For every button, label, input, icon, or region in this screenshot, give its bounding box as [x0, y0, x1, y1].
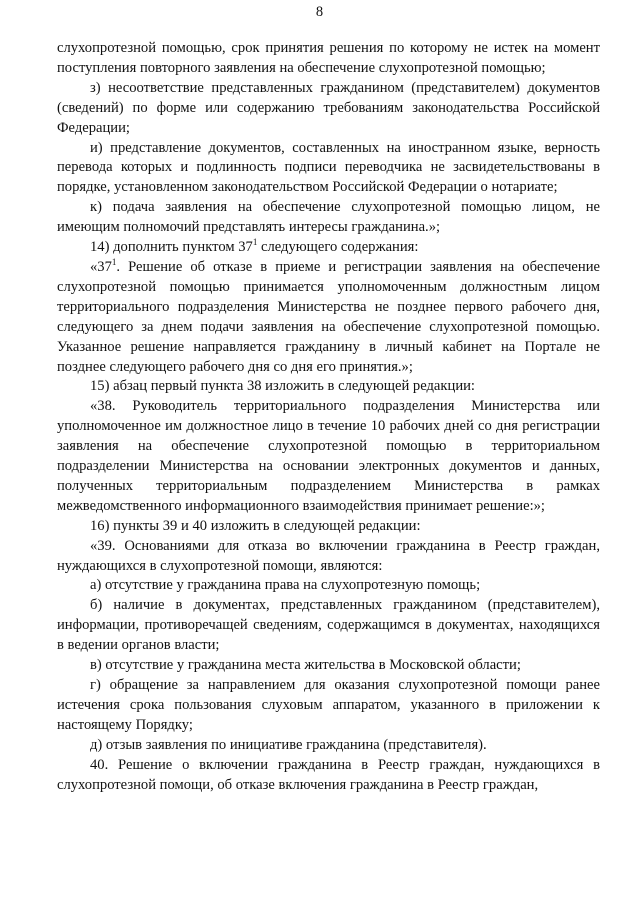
- paragraph-clause-38: «38. Руководитель территориального подразделения Министерства или уполномоченное им должностное лицо в течение 10 рабочих дней со дня регистрации заявления на обеспечение слухопротезной помощью в территориальном подразделении Министерства на основании электронных документов и данных, полученных территориальным подразделением Министерства в рамках межведомственного информационного взаимодействия принимает решение:»;: [57, 398, 600, 514]
- paragraph-item-z: з) несоответствие представленных гражданином (представителем) документов (сведений) по форме или содержанию требованиям законодательства Российской Федерации;: [57, 79, 600, 136]
- paragraph-item-k: к) подача заявления на обеспечение слухопротезной помощью лицом, не имеющим полномочий представлять интересы гражданина.»;: [57, 199, 600, 236]
- paragraph-continuation: слухопротезной помощью, срок принятия решения по которому не истек на момент поступления повторного заявления на обеспечение слухопротезной помощью;: [57, 40, 600, 76]
- paragraph-item-v: в) отсутствие у гражданина места жительства в Московской области;: [90, 657, 521, 674]
- paragraph-clause-39: «39. Основаниями для отказа во включении гражданина в Реестр граждан, нуждающихся в слухопротезной помощи, являются:: [57, 537, 600, 574]
- paragraph-item-g: г) обращение за направлением для оказания слухопротезной помощи ранее истечения срока пользования слуховым аппаратом, указанного в приложении к настоящему Порядку;: [57, 677, 600, 733]
- page-number: 8: [315, 4, 324, 20]
- document-body: [57, 39, 600, 795]
- paragraph-amendment-16: 16) пункты 39 и 40 изложить в следующей редакции:: [90, 517, 421, 534]
- amendment-14-text: 14) дополнить пунктом 37: [90, 239, 253, 256]
- paragraph-clause-40: 40. Решение о включении гражданина в Реестр граждан, нуждающихся в слухопротезной помощи, об отказе включения гражданина в Реестр граждан,: [57, 756, 600, 793]
- clause-37-1-text: . Решение об отказе в приеме и регистрации заявления на обеспечение слухопротезной помощью принимается уполномоченным должностным лицом территориального подразделения Министерства не позднее первого рабочего дня, следующего за днем подачи заявления на обеспечение слухопротезной помощью. Указанное решение направляется гражданину в личный кабинет на Портале не позднее следующего рабочего дня со дня его принятия.»;: [57, 258, 600, 375]
- amendment-14-text-end: следующего содержания:: [257, 239, 419, 256]
- paragraph-item-b: б) наличие в документах, представленных гражданином (представителем), информации, противоречащей сведениям, содержащимся в документах, находящихся в ведении органов власти;: [57, 597, 600, 654]
- paragraph-amendment-15: 15) абзац первый пункта 38 изложить в следующей редакции:: [90, 378, 475, 395]
- clause-37-1-number: «37: [90, 258, 112, 275]
- paragraph-item-i: и) представление документов, составленных на иностранном языке, верность перевода которых и подлинность подписи переводчика не засвидетельствованы в порядке, установленном законодательством Российской Федерации о нотариате;: [57, 139, 600, 196]
- superscript-index: 1: [111, 257, 117, 268]
- superscript-index: 1: [252, 237, 258, 248]
- paragraph-clause-37-1: [57, 258, 600, 377]
- paragraph-item-a: а) отсутствие у гражданина права на слухопротезную помощь;: [90, 577, 481, 594]
- paragraph-item-d: д) отзыв заявления по инициативе гражданина (представителя).: [90, 736, 487, 753]
- paragraph-amendment-14: [57, 238, 600, 258]
